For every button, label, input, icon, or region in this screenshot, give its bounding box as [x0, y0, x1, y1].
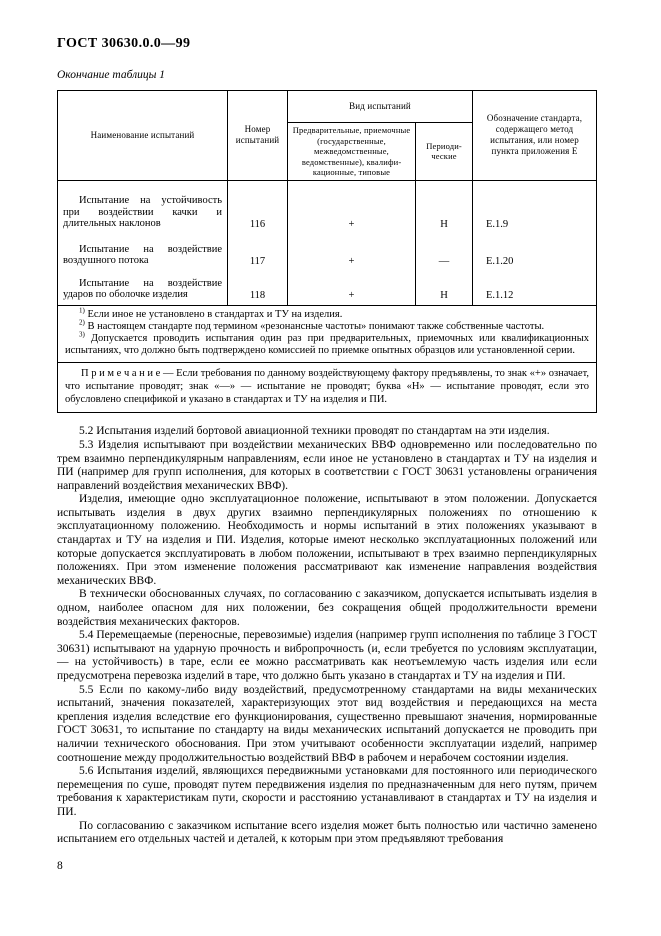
footnote-marker: 3)	[79, 330, 85, 339]
cell-preliminary: +	[288, 234, 416, 271]
table-footer-blocks	[58, 305, 597, 413]
cell-periodic: Н	[416, 180, 473, 234]
cell-periodic: Н	[416, 271, 473, 306]
note-block	[58, 363, 597, 413]
table-row	[58, 271, 597, 306]
page-number: 8	[57, 859, 63, 872]
paragraph-5-4: 5.4 Перемещаемые (переносные, перевозимые) изделия (например групп исполнения по таблице 3 ГОСТ 30631) испытывают на ударную прочность и вибропрочность (и, если требуется по условиям эксплуатации, — на устойчивость) в таре, если ее можно рассматривать как неотъемлемую часть изделия или если предусмотрена перевозка изделий в таре, что должно быть указано в стандартах и ТУ на изделия и ПИ.	[57, 629, 597, 682]
footnote-text: Допускается проводить испытания один раз при предварительных, приемочных или квалификационных испытаниях, что должно быть подтверждено комиссией по приемке опытных образцов или установленной серии.	[65, 332, 590, 357]
paragraph-5-6: 5.6 Испытания изделий, являющихся передвижными установками для постоянного или периодического перемещения по суше, проводят путем передвижения изделия по предназначенным для него путям, причем требования к характеристикам пути, скорости и расстоянию устанавливают в стандартах и ТУ на изделия и ПИ.	[57, 765, 597, 818]
cell-test-name: Испытание на устойчивость при воздействии качки и длительных наклонов	[58, 180, 228, 234]
footnote-1	[65, 306, 589, 321]
table-body	[58, 180, 597, 305]
paragraph-replacement: По согласованию с заказчиком испытание всего изделия может быть полностью или частично заменено испытанием его отдельных частей и деталей, к которым при этом предъявляют требования	[57, 819, 597, 846]
table-row	[58, 180, 597, 234]
note-label: П р и м е ч а н и е	[81, 368, 161, 380]
col-header-name: Наименование испытаний	[58, 91, 228, 181]
paragraph-5-3-agreement: В технически обоснованных случаях, по согласованию с заказчиком, допускается испытывать изделия в одном, наиболее опасном для них положении, без сокращения общей продолжительности времени воздействия механических факторов.	[57, 588, 597, 628]
table-row	[58, 234, 597, 271]
table-caption: Окончание таблицы 1	[57, 69, 165, 81]
col-header-preliminary: Предварительные, приемочные (государственные, межведомственные, ведомственные), квалификационные, типовые	[288, 123, 416, 181]
cell-test-name: Испытание на воздействие ударов по оболочке изделия	[58, 271, 228, 306]
footnote-2	[65, 318, 589, 333]
cell-test-number: 117	[228, 234, 288, 271]
col-header-periodic: Периодические	[416, 123, 473, 181]
footnote-text: Если иное не установлено в стандартах и ТУ на изделия.	[87, 308, 343, 320]
cell-designation: Е.1.9	[473, 180, 597, 234]
cell-preliminary: +	[288, 271, 416, 306]
col-header-test-kind: Вид испытаний	[288, 91, 473, 123]
tests-table	[57, 90, 597, 413]
note-text: — Если требования по данному воздействующему фактору предъявлены, то знак «+» означает, что испытание проводят; знак «—» — испытание не проводят; буква «Н» — испытание проводят, если это обусловлено спецификой и указано в стандартах и ТУ на изделия и ПИ.	[65, 368, 590, 406]
footnote-text: В настоящем стандарте под термином «резонансные частоты» понимают также собственные частоты.	[87, 320, 545, 332]
table-header	[58, 91, 597, 181]
paragraph-5-3-positions: Изделия, имеющие одно эксплуатационное положение, испытывают в этом положении. Допускается испытывать изделия в двух других взаимно перпендикулярных положениях по отношению к эксплуатационному положению. Необходимость и нормы испытаний в этих положениях указывают в стандартах и ТУ на изделия и ПИ. Изделия, которые имеют несколько эксплуатационных положений или которые допускается эксплуатировать в любом положении, испытывают в трех взаимно перпендикулярных положениях. При этом изменение положения рассматривают как изменение направления воздействия механических ВВФ.	[57, 493, 597, 587]
col-header-designation: Обозначение стандарта, содержащего метод испытания, или номер пункта приложения Е	[473, 91, 597, 181]
cell-test-number: 118	[228, 271, 288, 306]
body-text	[57, 425, 597, 846]
cell-periodic: —	[416, 234, 473, 271]
cell-preliminary: +	[288, 180, 416, 234]
cell-designation: Е.1.20	[473, 234, 597, 271]
footnote-marker: 1)	[79, 306, 85, 314]
footnotes-block	[58, 305, 597, 363]
cell-test-name: Испытание на воздействие воздушного потока	[58, 234, 228, 271]
paragraph-5-5: 5.5 Если по какому-либо виду воздействий, предусмотренному стандартами на виды механических испытаний, значения показателей, характеризующих этот вид воздействия и передающихся на места крепления изделия вследствие его функционирования, существенно превышают значения, нормированные ГОСТ 30631, то испытание по стандарту на виды механических испытаний допускается не проводить при наличии технического обоснования. При этом учитывают особенности эксплуатации изделий, например соотношение между продолжительностью воздействий ВВФ в рабочем и нерабочем состоянии изделия.	[57, 683, 597, 764]
table-note	[65, 367, 589, 406]
cell-designation: Е.1.12	[473, 271, 597, 306]
footnote-marker: 2)	[79, 318, 85, 327]
col-header-number: Номер испытаний	[228, 91, 288, 181]
cell-test-number: 116	[228, 180, 288, 234]
paragraph-5-2: 5.2 Испытания изделий бортовой авиационной техники проводят по стандартам на эти изделия.	[79, 425, 550, 438]
footnote-3	[65, 330, 590, 357]
doc-title: ГОСТ 30630.0.0—99	[57, 36, 191, 51]
paragraph-5-3: 5.3 Изделия испытывают при воздействии механических ВВФ одновременно или последовательно по трем взаимно перпендикулярным направлениям, если иное не установлено в стандартах и ТУ на изделия и ПИ (например для групп исполнения, для которых в соответствии с ГОСТ 30631 установлены ограничения направлений воздействия механических ВВФ).	[57, 438, 597, 492]
